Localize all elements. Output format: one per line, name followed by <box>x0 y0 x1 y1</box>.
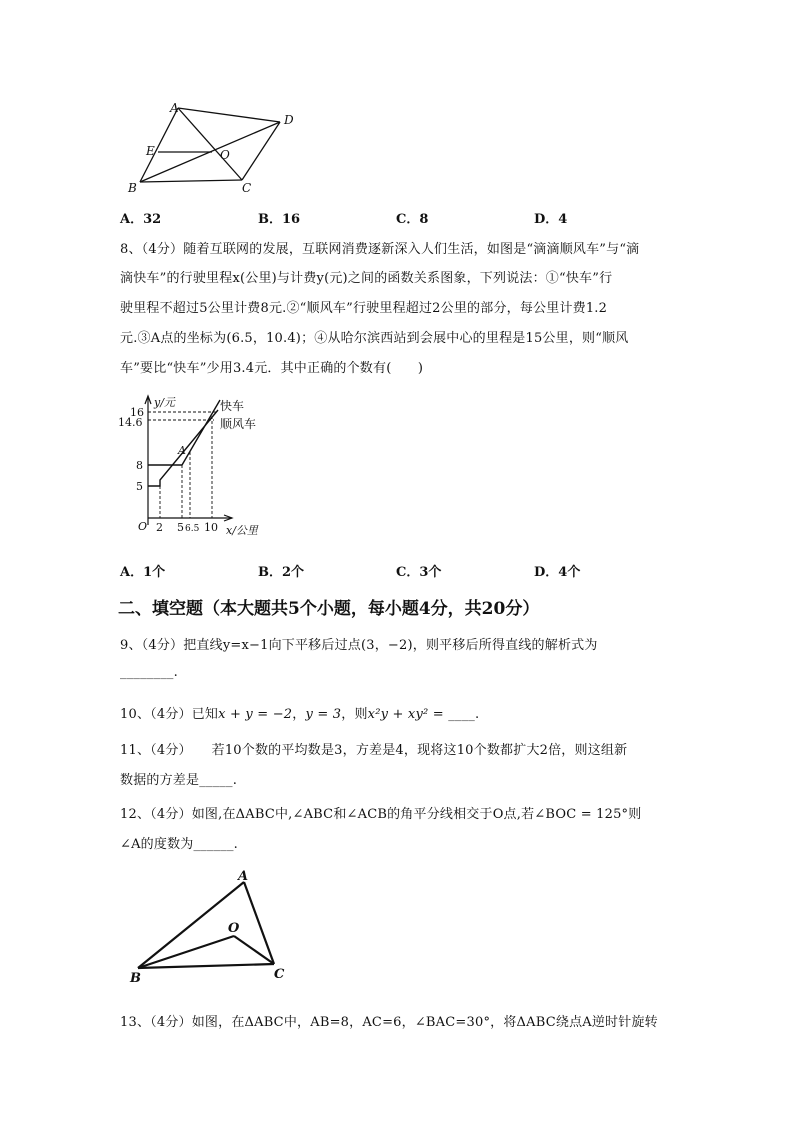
edge-ac <box>244 882 274 964</box>
q10-sep: ， <box>292 707 306 722</box>
q8-line-4: 元.③A点的坐标为(6.5，10.4)；④从哈尔滨西站到会展中心的里程是15公里，则“顺风 <box>120 331 629 346</box>
q7-choice-d: D．4 <box>534 212 568 227</box>
q12-line-1: 12、（4分）如图,在ΔABC中,∠ABC和∠ACB的角平分线相交于O点,若∠BOC = 125°则 <box>120 807 642 822</box>
legend-kuaiche: 快车 <box>220 399 245 413</box>
q8-choice-c: C．3个 <box>396 565 442 580</box>
q8-line-5: 车”要比“快车”少用3.4元．其中正确的个数有( ) <box>120 361 424 376</box>
q10-expr: x²y + xy² = <box>367 707 444 722</box>
q8-line-3: 驶里程不超过5公里计费8元.②“顺风车”行驶里程超过2公里的部分，每公里计费1.2 <box>120 301 608 316</box>
edge-bc <box>138 964 274 968</box>
x-axis-label: x/公里 <box>226 524 258 537</box>
q10-eq2: y = 3 <box>305 707 342 722</box>
label-b: B <box>130 971 141 986</box>
q8-line-2: 滴快车”的行驶里程x(公里)与计费y(元)之间的函数关系图象，下列说法：①“快车”行 <box>120 271 613 286</box>
y-tick-8: 8 <box>136 459 143 472</box>
label-d: D <box>284 113 294 127</box>
q9-line-2: ________. <box>120 665 178 680</box>
q8-line-1: 8、（4分）随着互联网的发展，互联网消费逐新深入人们生活，如图是“滴滴顺风车”与“滴 <box>120 242 640 257</box>
q8-choice-d: D．4个 <box>534 565 581 580</box>
q7-choice-b: B．16 <box>258 212 301 227</box>
y-tick-16: 16 <box>130 406 144 419</box>
y-axis-label: y/元 <box>154 396 175 409</box>
label-a: A <box>170 101 179 115</box>
label-o: O <box>220 148 230 162</box>
q12-line-2: ∠A的度数为______. <box>120 837 239 852</box>
q8-function-chart <box>112 390 292 540</box>
q13-line-1: 13、（4分）如图，在ΔABC中，AB=8，AC=6，∠BAC=30°，将ΔABC绕点A逆时针旋转 <box>120 1015 658 1030</box>
point-a-label: A <box>178 444 186 457</box>
edge-bc <box>140 180 242 182</box>
y-tick-5: 5 <box>136 480 143 493</box>
x-tick-10: 10 <box>204 521 218 534</box>
section-2-heading: 二、填空题（本大题共5个小题，每小题4分，共20分） <box>118 599 540 619</box>
q10-line <box>120 703 479 722</box>
q7-choice-a: A．32 <box>120 212 162 227</box>
x-tick-6-5: 6.5 <box>185 524 200 534</box>
segment-bo <box>138 936 234 968</box>
x-tick-5: 5 <box>177 521 184 534</box>
q10-prefix: 10、（4分）已知 <box>120 707 219 722</box>
label-c: C <box>274 967 285 982</box>
y-tick-14-6: 14.6 <box>118 416 143 429</box>
q8-choice-b: B．2个 <box>258 565 305 580</box>
q11-line-1: 11、（4分） 若10个数的平均数是3，方差是4，现将这10个数都扩大2倍，则这组新 <box>120 743 628 758</box>
q7-parallelogram-figure <box>120 98 310 198</box>
q10-blank: ____. <box>448 707 480 722</box>
label-e: E <box>146 144 155 158</box>
origin-label: O <box>138 520 148 533</box>
legend-shunfengche: 顺风车 <box>220 417 257 431</box>
label-o: O <box>228 921 240 936</box>
q7-choice-c: C．8 <box>396 212 429 227</box>
q10-eq1: x + y = −2 <box>218 707 293 722</box>
x-tick-2: 2 <box>156 521 163 534</box>
label-c: C <box>242 181 252 195</box>
label-a: A <box>238 869 249 884</box>
diagonal-ac <box>178 108 242 180</box>
q8-choice-a: A．1个 <box>120 565 166 580</box>
q12-triangle-figure <box>128 868 298 988</box>
q10-mid: ，则 <box>341 707 368 722</box>
label-b: B <box>128 181 137 195</box>
q11-line-2: 数据的方差是_____. <box>120 773 238 788</box>
q9-line-1: 9、（4分）把直线y=x−1向下平移后过点(3，−2)，则平移后所得直线的解析式为 <box>120 638 598 653</box>
edge-ad <box>178 108 280 122</box>
